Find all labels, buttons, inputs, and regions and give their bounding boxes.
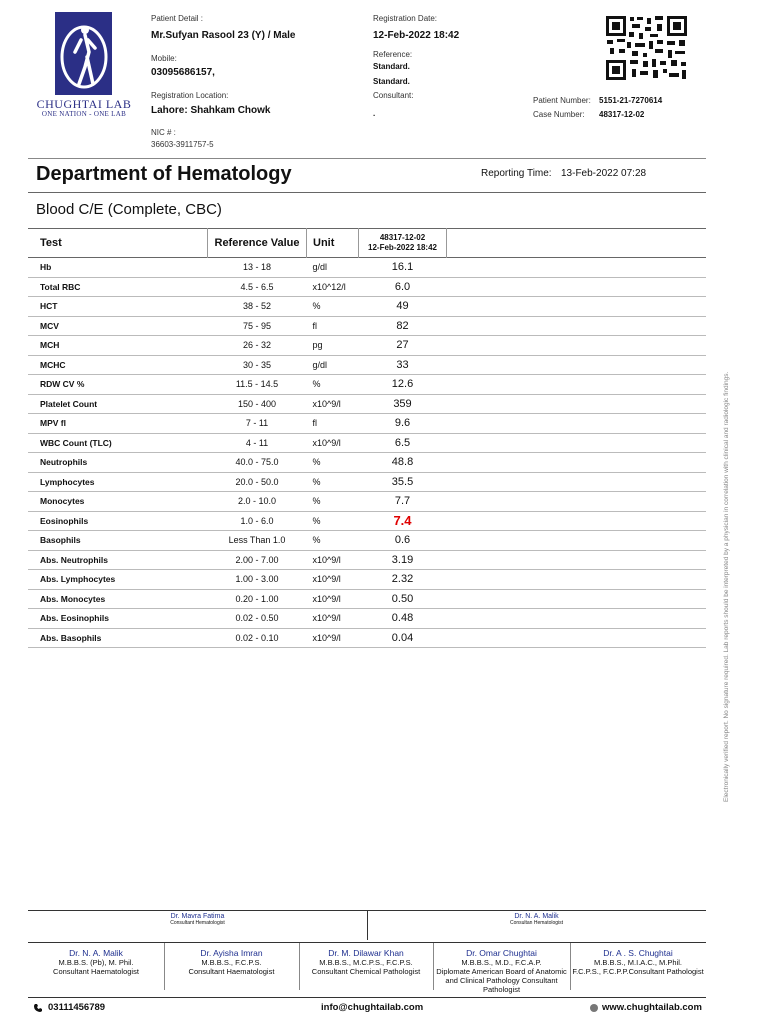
test-name-cell: MCHC: [28, 355, 208, 375]
signatory-4-name: Dr. Omar Chughtai: [466, 948, 537, 958]
consultant-value: .: [373, 109, 376, 118]
reporting-time-label: Reporting Time:: [481, 168, 552, 179]
table-row: [28, 297, 706, 317]
test-name-cell: MPV fl: [28, 414, 208, 434]
table-row: [28, 453, 706, 473]
table-row: [28, 472, 706, 492]
result-cell: 7.7: [359, 492, 447, 512]
test-name-cell: Platelet Count: [28, 394, 208, 414]
reference-cell: 1.00 - 3.00: [208, 570, 307, 590]
result-cell: 49: [359, 297, 447, 317]
reference-value-2: Standard.: [373, 77, 410, 86]
header-divider-top: [28, 158, 706, 159]
row-spacer: [447, 394, 707, 414]
row-spacer: [447, 511, 707, 531]
unit-cell: %: [307, 492, 359, 512]
signatory-5: [570, 948, 706, 976]
test-name-cell: Abs. Monocytes: [28, 589, 208, 609]
result-cell: 12.6: [359, 375, 447, 395]
row-spacer: [447, 258, 707, 278]
row-spacer: [447, 531, 707, 551]
signatory-top-2-role: Consultan Hematologist: [509, 920, 564, 926]
reference-cell: 38 - 52: [208, 297, 307, 317]
test-name-cell: Abs. Neutrophils: [28, 550, 208, 570]
signature-divider-mid: [28, 942, 706, 943]
reg-location-label: Registration Location:: [151, 91, 229, 100]
reference-cell: Less Than 1.0: [208, 531, 307, 551]
reference-cell: 26 - 32: [208, 336, 307, 356]
reference-cell: 75 - 95: [208, 316, 307, 336]
signatory-5-qual2: F.C.P.S., F.C.P.P.Consultant Pathologist: [572, 967, 704, 976]
lab-tagline: ONE NATION - ONE LAB: [41, 110, 127, 118]
row-spacer: [447, 297, 707, 317]
result-cell: 0.48: [359, 609, 447, 629]
registration-date-label: Registration Date:: [373, 14, 438, 23]
signatory-1: [28, 948, 164, 976]
unit-cell: x10^9/l: [307, 589, 359, 609]
row-spacer: [447, 570, 707, 590]
result-cell: 9.6: [359, 414, 447, 434]
unit-cell: %: [307, 511, 359, 531]
patient-detail-label: Patient Detail :: [151, 14, 204, 23]
table-row: [28, 609, 706, 629]
unit-cell: x10^9/l: [307, 628, 359, 648]
reference-cell: 4.5 - 6.5: [208, 277, 307, 297]
test-name-cell: Neutrophils: [28, 453, 208, 473]
registration-date: 12-Feb-2022 18:42: [373, 30, 460, 41]
unit-cell: %: [307, 531, 359, 551]
signatory-5-name: Dr. A . S. Chughtai: [603, 948, 673, 958]
signatory-top-1: [28, 913, 367, 926]
results-body: [28, 258, 706, 648]
header-result: [359, 229, 447, 258]
result-cell: 0.50: [359, 589, 447, 609]
row-spacer: [447, 628, 707, 648]
signatory-4-qual1: M.B.B.S., M.D., F.C.A.P.: [461, 958, 542, 967]
reference-label: Reference:: [373, 50, 413, 59]
test-name-cell: Abs. Basophils: [28, 628, 208, 648]
table-row: [28, 511, 706, 531]
reference-cell: 40.0 - 75.0: [208, 453, 307, 473]
unit-cell: x10^12/l: [307, 277, 359, 297]
table-row: [28, 355, 706, 375]
signatory-1-name: Dr. N. A. Malik: [69, 948, 123, 958]
table-row: [28, 258, 706, 278]
signatory-top-1-name: Dr. Mavra Fatima: [170, 913, 225, 920]
result-cell: 27: [359, 336, 447, 356]
footer-phone[interactable]: [33, 1002, 105, 1013]
unit-cell: %: [307, 453, 359, 473]
case-number: 48317-12-02: [599, 110, 645, 119]
signatory-top-1-role: Consultant Hematologist: [170, 920, 225, 926]
patient-number-label: Patient Number:: [533, 96, 591, 105]
test-name-cell: HCT: [28, 297, 208, 317]
footer-phone-text: 03111456789: [48, 1002, 106, 1013]
table-row: [28, 628, 706, 648]
row-spacer: [447, 336, 707, 356]
signatory-2-qual1: M.B.B.S., F.C.P.S.: [201, 958, 262, 967]
table-row: [28, 531, 706, 551]
reference-cell: 7 - 11: [208, 414, 307, 434]
verification-note-text: Electronically verified report. No signature required. Lab reports should be interpreted by a physician in correlation with clinical and radiologic findings.: [723, 371, 730, 802]
reg-location-value: Lahore: Shahkam Chowk: [151, 105, 271, 116]
signatory-3-name: Dr. M. Dilawar Khan: [328, 948, 404, 958]
patient-name: Mr.Sufyan Rasool 23 (Y) / Male: [151, 30, 296, 41]
globe-icon: [590, 1004, 598, 1012]
test-name-cell: Basophils: [28, 531, 208, 551]
table-row: [28, 433, 706, 453]
result-cell: 16.1: [359, 258, 447, 278]
result-cell: 48.8: [359, 453, 447, 473]
reference-cell: 11.5 - 14.5: [208, 375, 307, 395]
row-spacer: [447, 472, 707, 492]
signatory-top-2: [367, 913, 706, 926]
header-spacer: [447, 229, 707, 258]
result-cell: 0.04: [359, 628, 447, 648]
signatory-4-qual2: Diplomate American Board of Anatomic: [436, 967, 567, 976]
result-cell: 82: [359, 316, 447, 336]
nic-value: 36603-3911757-5: [151, 140, 214, 149]
unit-cell: fl: [307, 414, 359, 434]
table-row: [28, 570, 706, 590]
test-name-cell: Lymphocytes: [28, 472, 208, 492]
header-result-case: 48317-12-02: [379, 233, 426, 242]
unit-cell: x10^9/l: [307, 394, 359, 414]
signatory-3: [299, 948, 433, 976]
header-unit: Unit: [307, 229, 359, 258]
signatory-top-2-name: Dr. N. A. Malik: [514, 913, 559, 920]
unit-cell: %: [307, 375, 359, 395]
result-cell: 0.6: [359, 531, 447, 551]
consultant-label: Consultant:: [373, 91, 414, 100]
result-cell: 2.32: [359, 570, 447, 590]
verification-note: [718, 282, 728, 802]
lab-logo-icon: [55, 12, 112, 95]
lab-name: CHUGHTAI LAB: [36, 97, 132, 111]
signatory-2-name: Dr. Ayisha Imran: [200, 948, 263, 958]
table-row: [28, 589, 706, 609]
result-cell: 3.19: [359, 550, 447, 570]
footer-website-text: www.chughtailab.com: [602, 1002, 702, 1013]
result-cell: 6.0: [359, 277, 447, 297]
result-cell: 6.5: [359, 433, 447, 453]
table-row: [28, 316, 706, 336]
footer-website[interactable]: [590, 1002, 702, 1013]
qr-code-icon: [605, 15, 688, 81]
signatory-1-qual1: M.B.B.S. (Pb), M. Phil.: [58, 958, 134, 967]
test-name-cell: WBC Count (TLC): [28, 433, 208, 453]
unit-cell: x10^9/l: [307, 570, 359, 590]
table-row: [28, 492, 706, 512]
mobile-label: Mobile:: [151, 54, 177, 63]
test-name-cell: Abs. Lymphocytes: [28, 570, 208, 590]
table-row: [28, 277, 706, 297]
test-name-cell: MCH: [28, 336, 208, 356]
row-spacer: [447, 550, 707, 570]
row-spacer: [447, 375, 707, 395]
signatory-3-qual1: M.B.B.S., M.C.P.S., F.C.P.S.: [319, 958, 413, 967]
signatory-1-qual2: Consultant Haematologist: [53, 967, 139, 976]
row-spacer: [447, 433, 707, 453]
row-spacer: [447, 453, 707, 473]
row-spacer: [447, 414, 707, 434]
table-row: [28, 550, 706, 570]
unit-cell: g/dl: [307, 355, 359, 375]
results-table: [28, 228, 706, 648]
signatory-3-qual2: Consultant Chemical Pathologist: [311, 967, 421, 976]
row-spacer: [447, 277, 707, 297]
department-title: Department of Hematology: [36, 163, 292, 185]
reference-cell: 2.0 - 10.0: [208, 492, 307, 512]
unit-cell: pg: [307, 336, 359, 356]
reference-cell: 30 - 35: [208, 355, 307, 375]
test-name-cell: Monocytes: [28, 492, 208, 512]
test-name-cell: Abs. Eosinophils: [28, 609, 208, 629]
unit-cell: g/dl: [307, 258, 359, 278]
test-title: Blood C/E (Complete, CBC): [36, 201, 222, 218]
test-name-cell: Total RBC: [28, 277, 208, 297]
reference-cell: 1.0 - 6.0: [208, 511, 307, 531]
test-name-cell: RDW CV %: [28, 375, 208, 395]
reporting-time-value: 13-Feb-2022 07:28: [561, 168, 647, 179]
test-name-cell: Hb: [28, 258, 208, 278]
signatory-4: [433, 948, 570, 994]
result-cell: 35.5: [359, 472, 447, 492]
result-cell: 33: [359, 355, 447, 375]
unit-cell: x10^9/l: [307, 609, 359, 629]
unit-cell: %: [307, 297, 359, 317]
reference-cell: 4 - 11: [208, 433, 307, 453]
lab-logo: [55, 12, 112, 95]
row-spacer: [447, 609, 707, 629]
result-cell: 359: [359, 394, 447, 414]
table-row: [28, 394, 706, 414]
signatory-5-qual1: M.B.B.S., M.I.A.C., M.Phil.: [594, 958, 682, 967]
table-row: [28, 414, 706, 434]
result-cell: 7.4: [359, 511, 447, 531]
row-spacer: [447, 316, 707, 336]
header-test: Test: [40, 237, 62, 249]
signatory-4-qual3: and Clinical Pathology Consultant Pathologist: [445, 976, 558, 994]
reference-cell: 0.20 - 1.00: [208, 589, 307, 609]
mobile-value: 03095686157,: [151, 67, 215, 78]
unit-cell: %: [307, 472, 359, 492]
results-header-row: [28, 229, 706, 258]
test-name-cell: MCV: [28, 316, 208, 336]
reference-value-1: Standard.: [373, 62, 410, 71]
phone-icon: [33, 1003, 43, 1013]
unit-cell: x10^9/l: [307, 550, 359, 570]
table-row: [28, 336, 706, 356]
signatory-2-qual2: Consultant Haematologist: [188, 967, 275, 976]
unit-cell: x10^9/l: [307, 433, 359, 453]
reference-cell: 0.02 - 0.10: [208, 628, 307, 648]
reference-cell: 150 - 400: [208, 394, 307, 414]
case-number-label: Case Number:: [533, 110, 585, 119]
footer-divider: [28, 997, 706, 998]
test-name-cell: Eosinophils: [28, 511, 208, 531]
reference-cell: 0.02 - 0.50: [208, 609, 307, 629]
row-spacer: [447, 355, 707, 375]
footer-email[interactable]: info@chughtailab.com: [321, 1002, 424, 1013]
patient-number: 5151-21-7270614: [599, 96, 663, 105]
unit-cell: fl: [307, 316, 359, 336]
header-divider-bottom: [28, 192, 706, 193]
reference-cell: 20.0 - 50.0: [208, 472, 307, 492]
reference-cell: 2.00 - 7.00: [208, 550, 307, 570]
reference-cell: 13 - 18: [208, 258, 307, 278]
row-spacer: [447, 492, 707, 512]
row-spacer: [447, 589, 707, 609]
header-reference: Reference Value: [208, 229, 307, 258]
table-row: [28, 375, 706, 395]
signatory-2: [164, 948, 299, 976]
nic-label: NIC # :: [151, 128, 176, 137]
header-result-date: 12-Feb-2022 18:42: [368, 243, 437, 252]
qr-code: [605, 15, 688, 81]
